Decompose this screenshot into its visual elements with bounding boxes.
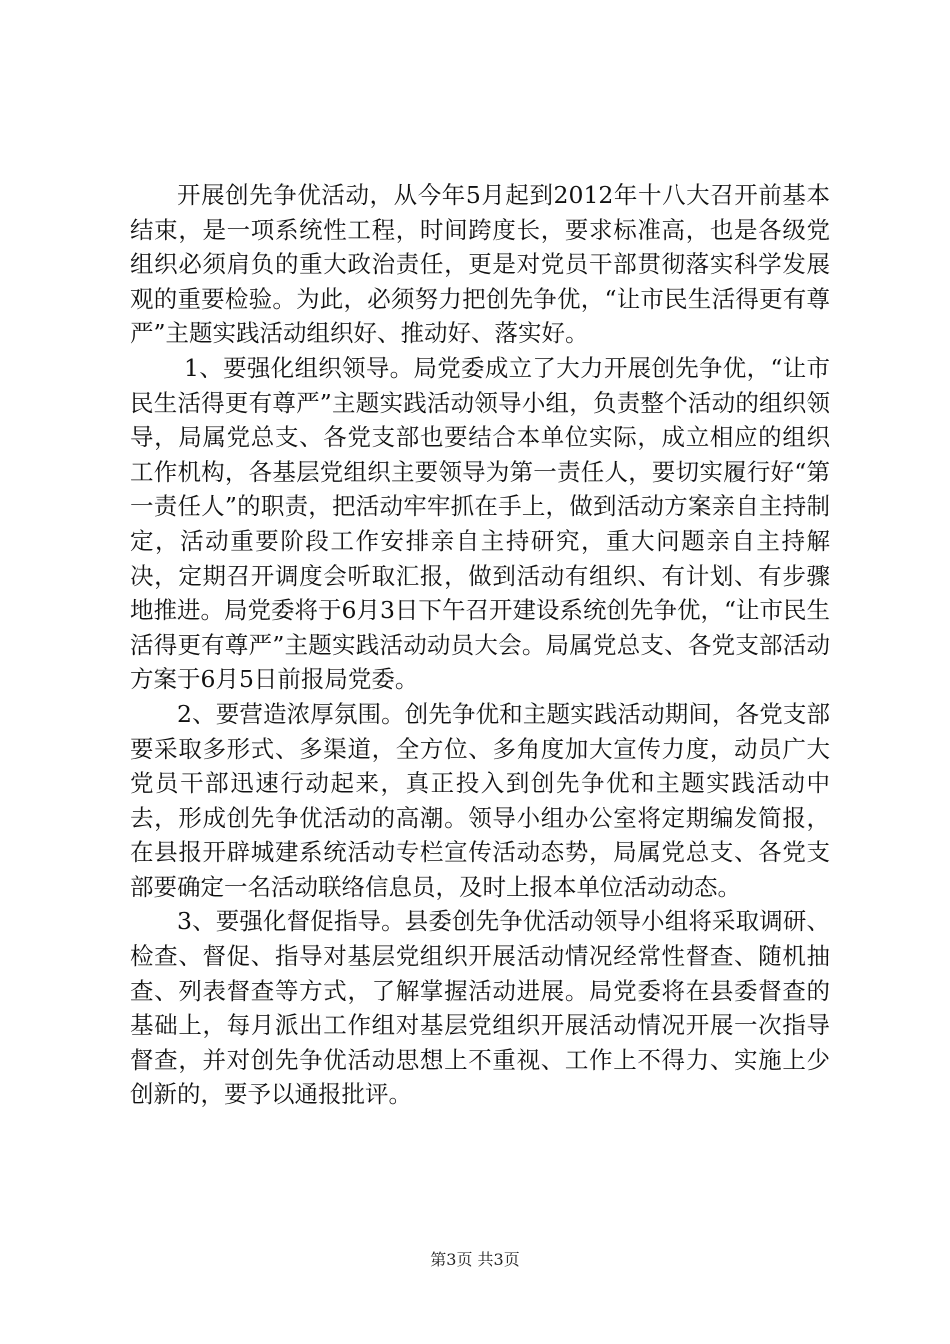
- paragraph-organization-leadership: 1、要强化组织领导。局党委成立了大力开展创先争优，“让市民生活得更有尊严”主题实践活动领导小组，负责整个活动的组织领导，局属党总支、各党支部也要结合本单位实际，成立相应的组织工作机构，各基层党组织主要领导为第一责任人，要切实履行好“第一责任人”的职责，把活动牢牢抓在手上，做到活动方案亲自主持制定，活动重要阶段工作安排亲自主持研究，重大问题亲自主持解决，定期召开调度会听取汇报，做到活动有组织、有计划、有步骤地推进。局党委将于6月3日下午召开建设系统创先争优，“让市民生活得更有尊严”主题实践活动动员大会。局属党总支、各党支部活动方案于6月5日前报局党委。: [130, 353, 830, 694]
- page-number-footer: 第3页 共3页: [430, 1250, 520, 1269]
- paragraph-atmosphere: 2、要营造浓厚氛围。创先争优和主题实践活动期间，各党支部要采取多形式、多渠道，全方位、多角度加大宣传力度，动员广大党员干部迅速行动起来，真正投入到创先争优和主题实践活动中去，形成创先争优活动的高潮。领导小组办公室将定期编发简报，在县报开辟城建系统活动专栏宣传活动态势，局属党总支、各党支部要确定一名活动联络信息员，及时上报本单位活动动态。: [130, 699, 830, 901]
- document-body: [130, 178, 830, 1112]
- paragraph-intro: 开展创先争优活动，从今年5月起到2012年十八大召开前基本结束，是一项系统性工程，时间跨度长，要求标准高，也是各级党组织必须肩负的重大政治责任，更是对党员干部贯彻落实科学发展观的重要检验。为此，必须努力把创先争优，“让市民生活得更有尊严”主题实践活动组织好、推动好、落实好。: [130, 181, 830, 348]
- paragraph-supervision: 3、要强化督促指导。县委创先争优活动领导小组将采取调研、检查、督促、指导对基层党组织开展活动情况经常性督查、随机抽查、列表督查等方式，了解掌握活动进展。局党委将在县委督查的基础上，每月派出工作组对基层党组织开展活动情况开展一次指导督查，并对创先争优活动思想上不重视、工作上不得力、实施上少创新的，要予以通报批评。: [130, 907, 830, 1109]
